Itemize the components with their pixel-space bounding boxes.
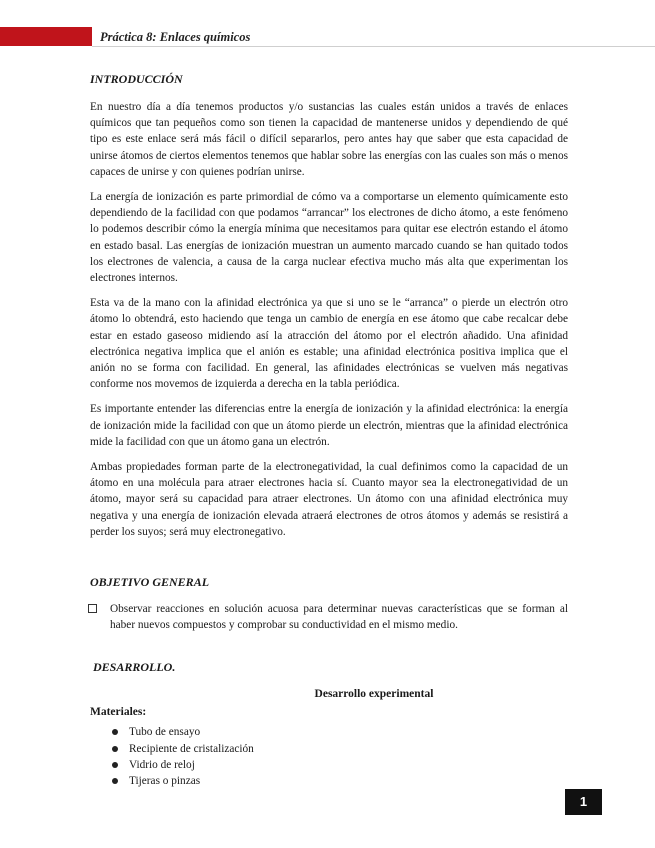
bullet-dot-icon: [112, 729, 118, 735]
header-divider: [92, 46, 655, 47]
intro-paragraph-4: Es importante entender las diferencias entre la energía de ionización y la afinidad electrónica: la energía de ionización mide la facilidad con que un átomo pierde un electrón, mientras que la afinidad electrónica mide la facilidad con que un átomo gana un electrón.: [90, 403, 568, 448]
objetivo-list: [88, 601, 568, 633]
checkbox-bullet-icon: [88, 604, 97, 613]
desarrollo-heading: DESARROLLO.: [93, 660, 176, 675]
list-item: [90, 741, 568, 757]
introduccion-heading: INTRODUCCIÓN: [90, 72, 183, 86]
material-item: Vidrio de reloj: [129, 758, 195, 771]
bullet-dot-icon: [112, 762, 118, 768]
list-item: [88, 601, 568, 633]
bullet-dot-icon: [112, 746, 118, 752]
desarrollo-subheading: Desarrollo experimental: [314, 688, 434, 701]
bullet-dot-icon: [112, 778, 118, 784]
objetivo-heading: OBJETIVO GENERAL: [90, 575, 210, 590]
intro-paragraph-3: Esta va de la mano con la afinidad electrónica ya que si uno se le “arranca” o pierde un electrón otro átomo lo obtendrá, esto haciendo que tenga un cambio de energía en ese átomo que cabe recalcar debe estar en estado gaseoso midiendo así la atracción del átomo por el electrón añadido. Una afinidad electrónica negativa implica que el anión es estable; una afinidad electrónica positiva implica que el anión no se forma con facilidad. En general, las afinidades electrónicas se vuelven más negativas conforme nos movemos de izquierda a derecha en la tabla periódica.: [90, 297, 568, 391]
material-item: Recipiente de cristalización: [129, 742, 254, 755]
material-item: Tijeras o pinzas: [129, 775, 201, 788]
material-item: Tubo de ensayo: [129, 726, 201, 739]
intro-paragraph-5: Ambas propiedades forman parte de la electronegatividad, la cual definimos como la capacidad de un átomo en una molécula para atraer electrones hacia sí. Cuanto mayor sea la electronegatividad de un átomo, mayor será su capacidad para atraer electrones. Un átomo con una afinidad electrónica muy negativa y una energía de ionización elevada atraerá electrones de otros átomos y además se resistirá a perder los suyos; será muy electronegativo.: [90, 461, 568, 538]
document-body: [90, 72, 568, 789]
list-item: [90, 757, 568, 773]
intro-paragraph-2: La energía de ionización es parte primordial de cómo va a comportarse un elemento químicamente esto dependiendo de la facilidad con que podamos “arrancar” los electrones de dicho átomo, a este fenómeno lo podemos describir cómo la energía mínima que necesitamos para quitar ese electrón estando el átomo en estado basal. Las energías de ionización muestran un aumento marcado cuando se han quitado todos los electrones de valencia, a causa de la carga nuclear efectiva mucho más alta que experimentan los electrones internos.: [90, 191, 568, 285]
list-item: [90, 773, 568, 789]
header-accent-bar: [0, 27, 92, 46]
intro-paragraph-1: En nuestro día a día tenemos productos y/o sustancias las cuales están unidos a través de enlaces químicos que tan pequeños como son tienen la capacidad de mantenerse unidos y dependiendo de qué tipo es este enlace será más fácil o difícil separarlos, pero antes hay que saber que esta capacidad de unirse átomos de ciertos elementos tenemos que hablar sobre las energías con las cuales son más o menos capaces de unirse y con quienes podrían unirse.: [90, 101, 568, 178]
objetivo-text: Observar reacciones en solución acuosa para determinar nuevas características que se forman al haber nuevos compuestos y comprobar su conductividad en el mismo medio.: [110, 603, 568, 632]
materials-label: Materiales:: [90, 706, 147, 719]
page-number: 1: [565, 789, 602, 815]
materials-list: [90, 724, 568, 789]
page-header-title: Práctica 8: Enlaces químicos: [100, 30, 251, 44]
list-item: [90, 724, 568, 740]
